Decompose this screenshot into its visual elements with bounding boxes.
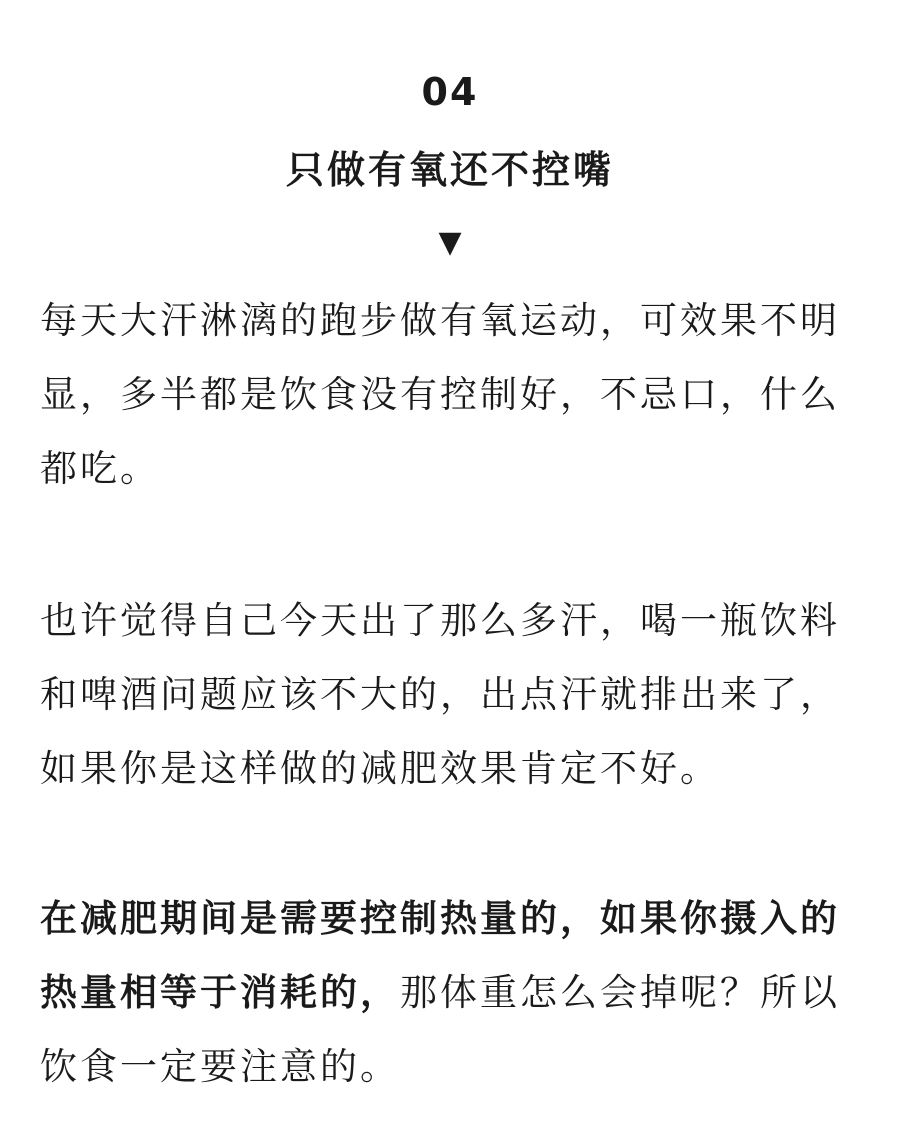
section-title: 只做有氧还不控嘴	[285, 148, 614, 192]
paragraph-3-normal: 那体重怎么会掉呢？所以饮食一定要注意的。	[40, 971, 840, 1088]
paragraph-2: 也许觉得自己今天出了那么多汗，喝一瓶饮料和啤酒问题应该不大的，出点汗就排出来了，如果你是这样做的减肥效果肯定不好。	[40, 599, 840, 790]
section-number: 04	[421, 70, 479, 114]
down-triangle-icon: ▼	[438, 225, 462, 260]
paragraph-1: 每天大汗淋漓的跑步做有氧运动，可效果不明显，多半都是饮食没有控制好，不忌口，什么都吃。	[40, 299, 840, 490]
paragraph-3	[40, 882, 862, 1104]
paragraph-3-bold: 在减肥期间是需要控制热量的，如果你摄入的热量相等于消耗的，	[40, 897, 840, 1014]
